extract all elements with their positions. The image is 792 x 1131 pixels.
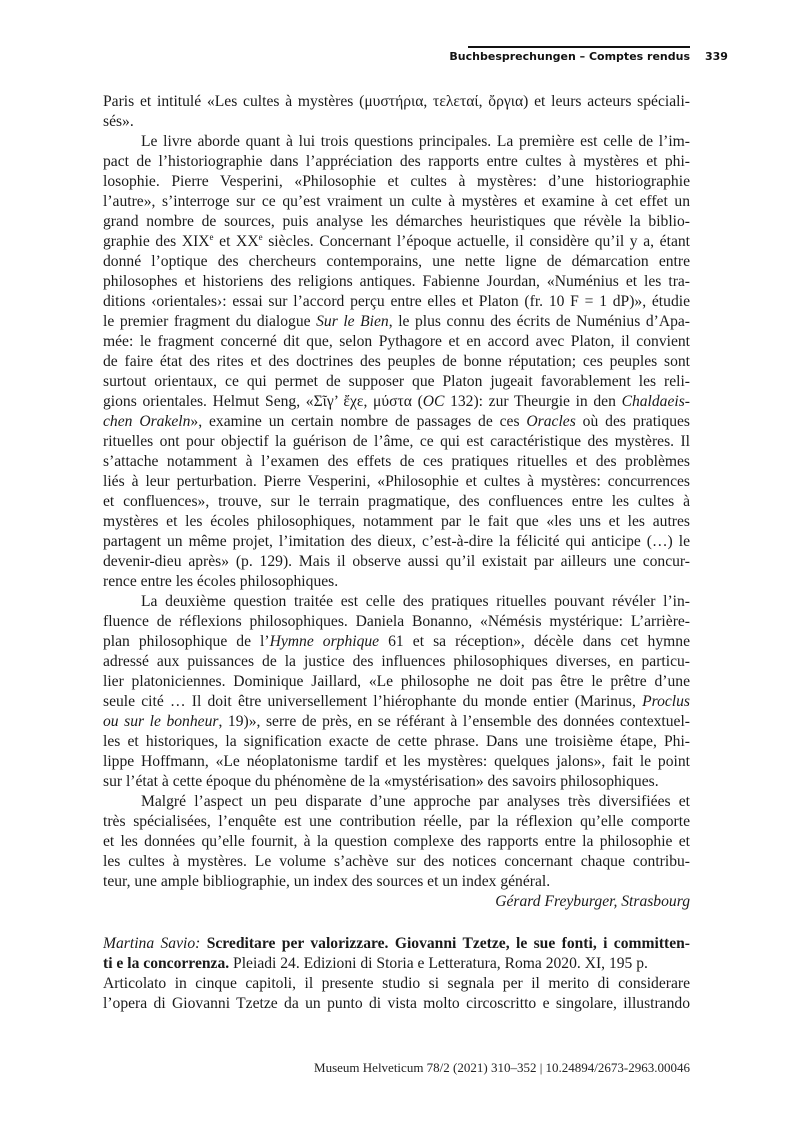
header-rule [468, 46, 690, 48]
paragraph-line [103, 112, 690, 132]
text-run: fluence de réflexions philosophiques. Daniela Bonanno, «Némésis mystérique: L’arrière- [103, 613, 690, 630]
paragraph-line [103, 872, 690, 892]
superscript: e [258, 232, 263, 242]
paragraph-line [103, 692, 690, 712]
italic-run: Chaldaeis- [621, 393, 690, 410]
bold-run: ti e la concorrenza. [103, 955, 230, 972]
paragraph-line [103, 332, 690, 352]
text-run: plan philosophique de l’ [103, 633, 270, 650]
text-run: liés à leur perturbation. Pierre Vesperini, «Philosophie et cultes à mystères: concurrences [103, 473, 690, 490]
paragraph-line [103, 492, 690, 512]
text-run: s’attache notamment à l’examen des effets de ces pratiques rituelles et des problèmes [103, 453, 690, 470]
page-number: 339 [705, 50, 728, 63]
text-run: , 19)», serre de près, en se référant à l’ensemble des données contextuel- [218, 713, 690, 730]
text-run: pact de l’historiographie dans l’appréciation des rapports entre cultes à mystères et phi- [103, 153, 690, 170]
text-run: teur, une ample bibliographie, un index des sources et un index général. [103, 873, 551, 890]
text-run: philosophes et historiens des religions antiques. Fabienne Jourdan, «Numénius et les tra- [103, 273, 690, 290]
text-run: Malgré l’aspect un peu disparate d’une approche par analyses très diversifiées et [141, 793, 690, 810]
text-run: mée: le fragment concerné dit que, selon Pythagore et en accord avec Platon, il convient [103, 333, 690, 350]
paragraph-line [103, 994, 690, 1014]
text-run: Paris et intitulé «Les cultes à mystères (μυστήρια, τελεταί, ὄργια) et leurs acteurs spéciali- [103, 93, 690, 110]
text-run: rence entre les écoles philosophiques. [103, 573, 339, 590]
italic-run: Hymne orphique [269, 633, 380, 650]
text-run: et les données qu’elle fournit, à la question complexe des rapports entre la philosophie et [103, 833, 690, 850]
italic-run: ou sur le bonheur [103, 713, 219, 730]
italic-run: chen Orakeln [103, 413, 191, 430]
text-run: Pleiadi 24. Edizioni di Storia e Letteratura, Roma 2020. XI, 195 p. [229, 955, 648, 972]
paragraph-line [103, 152, 690, 172]
paragraph-line [103, 752, 690, 772]
paragraph-line [103, 292, 690, 312]
text-run: sés». [103, 113, 134, 130]
paragraph-line [103, 712, 690, 732]
paragraph-line [103, 612, 690, 632]
text-run: de faire état des rites et des doctrines des peuples de bonne réputation; ces peuples sont [103, 353, 690, 370]
paragraph-line [103, 832, 690, 852]
italic-run: Martina Savio: [103, 935, 201, 952]
paragraph-line [103, 312, 690, 332]
bold-run: Screditare per valorizzare. Giovanni Tzetze, le sue fonti, i committen- [206, 935, 690, 952]
italic-run: OC [422, 393, 445, 410]
text-run: devenir-dieu après» (p. 129). Mais il observe aussi qu’il existait par ailleurs une concur- [103, 553, 690, 570]
paragraph-line [103, 272, 690, 292]
paragraph-line [103, 412, 690, 432]
paragraph-line [103, 352, 690, 372]
italic-run: Oracles [526, 413, 576, 430]
text-run: le premier fragment du dialogue [103, 313, 317, 330]
italic-run: Proclus [642, 693, 690, 710]
text-run: seule cité … Il doit être universellement l’hiérophante du monde entier (Marinus, [103, 693, 643, 710]
text-run: partagent un même projet, l’imitation des dieux, c’est-à-dire la félicité qui anticipe (…) le [103, 533, 690, 550]
paragraph-line [103, 632, 690, 652]
text-run: », examine un certain nombre de passages de ces [190, 413, 527, 430]
text-run: grand nombre de sources, puis analyse les démarches heuristiques que révèle la biblio- [103, 213, 690, 230]
italic-run: Gérard Freyburger, Strasbourg [495, 893, 690, 910]
paragraph-line [103, 212, 690, 232]
paragraph-line [103, 812, 690, 832]
text-run: et confluences», trouve, sur le terrain pragmatique, des confluences entre les cultes à [103, 493, 690, 510]
paragraph-line [103, 472, 690, 492]
paragraph-line [103, 552, 690, 572]
paragraph-line [103, 172, 690, 192]
review-heading-line [103, 934, 690, 954]
paragraph-line [103, 732, 690, 752]
text-run: l’opera di Giovanni Tzetze da un punto di vista molto circoscritto e singolare, illustrando [103, 995, 690, 1012]
running-header: Buchbesprechungen – Comptes rendus [449, 50, 690, 63]
paragraph-line [103, 672, 690, 692]
text-run: donné l’optique des chercheurs contemporains, une nette ligne de démarcation entre [103, 253, 690, 270]
paragraph-line [103, 132, 690, 152]
text-run: Le livre aborde quant à lui trois questions principales. La première est celle de l’im- [141, 133, 690, 150]
review-heading-line [103, 954, 690, 974]
paragraph-line [103, 512, 690, 532]
text-run: gions orientales. Helmut Seng, «Σῖγ’ ἔχε, μύστα ( [103, 393, 423, 410]
paragraph-line [103, 974, 690, 994]
text-run: La deuxième question traitée est celle des pratiques rituelles pouvant révéler l’in- [141, 593, 690, 610]
text-run: et XX [213, 233, 259, 250]
text-run: mystères et les écoles philosophiques, notamment par le fait que «les uns et les autres [103, 513, 690, 530]
paragraph-line [103, 192, 690, 212]
text-run: adressé aux puissances de la justice des influences philosophiques diverses, en particu- [103, 653, 690, 670]
reviewer-signature [103, 892, 690, 912]
text-run: losophie. Pierre Vesperini, «Philosophie et cultes à mystères: d’une historiographie [103, 173, 690, 190]
text-run: l’autre», s’interroge sur ce qu’est vraiment un culte à mystères et examine à cet effet un [103, 193, 690, 210]
text-run: , le plus connu des écrits de Numénius d’Apa- [388, 313, 690, 330]
paragraph-line [103, 452, 690, 472]
text-run: lier platoniciennes. Dominique Jaillard, «Le philosophe ne doit pas être le prêtre d’une [103, 673, 690, 690]
paragraph-line [103, 772, 690, 792]
paragraph-line [103, 792, 690, 812]
text-run: où des pratiques [575, 413, 690, 430]
paragraph-line [103, 252, 690, 272]
text-run: très spécialisées, l’enquête est une contribution réelle, par la réflexion qu’elle comporte [103, 813, 690, 830]
text-run: graphie des XIX [103, 233, 210, 250]
text-run: surtout orientaux, ce qui permet de supposer que Platon jugeait favorablement les reli- [103, 373, 690, 390]
paragraph-line [103, 372, 690, 392]
text-run: Articolato in cinque capitoli, il presente studio si segnala per il merito di considerare [103, 975, 690, 992]
text-run: rituelles ont pour objectif la guérison de l’âme, ce qui est caractéristique des mystères. Il [103, 433, 690, 450]
text-run: ditions ‹orientales›: essai sur l’accord perçu entre elles et Platon (fr. 10 F = 1 dP)», étudie [103, 293, 690, 310]
paragraph-line [103, 592, 690, 612]
paragraph-line [103, 392, 690, 412]
paragraph-line [103, 232, 690, 252]
paragraph-line [103, 432, 690, 452]
paragraph-line [103, 532, 690, 552]
text-run: les cultes à mystères. Le volume s’achève sur des notices concernant chaque contribu- [103, 853, 690, 870]
paragraph-line [103, 92, 690, 112]
section-gap [103, 912, 690, 934]
paragraph-line [103, 572, 690, 592]
text-run: les et historiques, la signification exacte de cette phrase. Dans une troisième étape, Phi- [103, 733, 690, 750]
article-body [103, 92, 690, 1014]
footer-citation: Museum Helveticum 78/2 (2021) 310–352 | 10.24894/2673-2963.00046 [314, 1060, 690, 1075]
paragraph-line [103, 652, 690, 672]
text-run: sur l’état à cette époque du phénomène de la «mystérisation» des savoirs philosophiques. [103, 773, 659, 790]
italic-run: Sur le Bien [316, 313, 389, 330]
paragraph-line [103, 852, 690, 872]
text-run: 132): zur Theurgie in den [444, 393, 622, 410]
superscript: e [209, 232, 214, 242]
text-run: lippe Hoffmann, «Le néoplatonisme tardif et les mystères: quelques jalons», fait le point [103, 753, 690, 770]
text-run: 61 et sa réception», décèle dans cet hymne [379, 633, 690, 650]
text-run: siècles. Concernant l’époque actuelle, il considère qu’il y a, étant [262, 233, 690, 250]
